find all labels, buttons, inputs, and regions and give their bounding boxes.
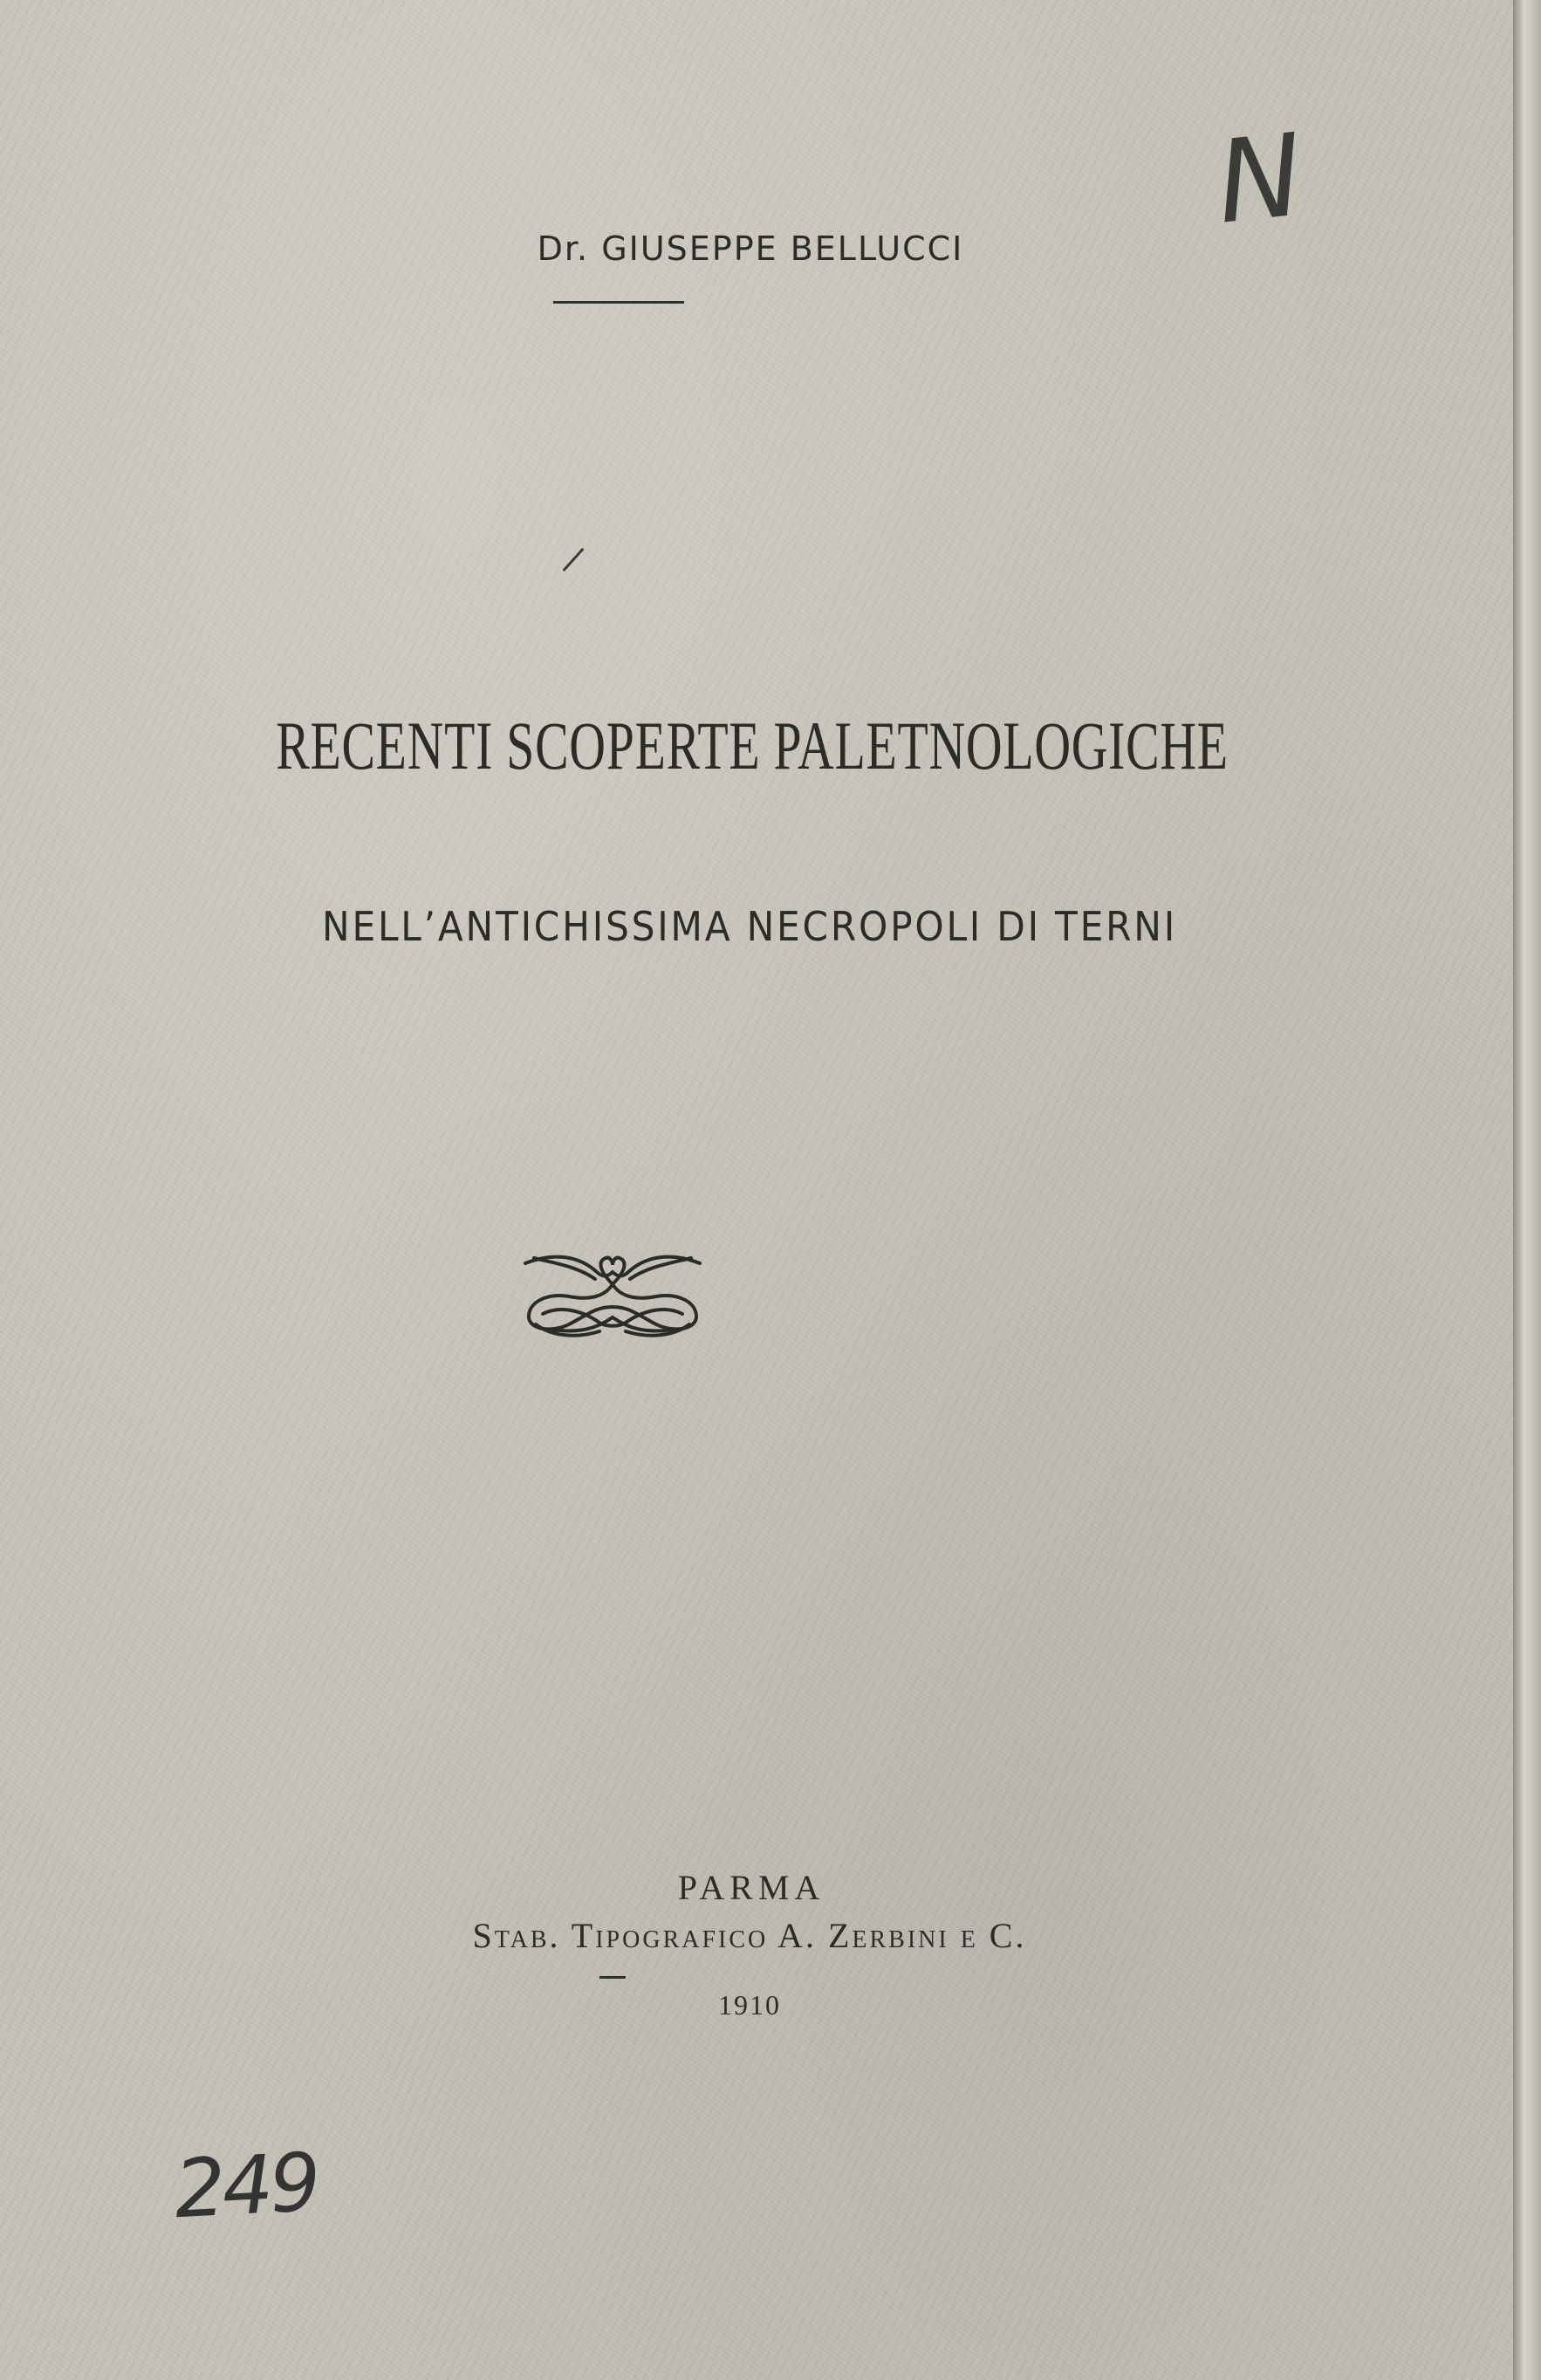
book-title: RECENTI SCOPERTE PALETNOLOGICHE (276, 708, 1229, 783)
book-subtitle: NELL’ANTICHISSIMA NECROPOLI DI TERNI (322, 903, 1177, 950)
handwritten-mark: N (1210, 108, 1309, 250)
handwritten-catalog-number: 249 (172, 2135, 320, 2237)
ornament-icon (517, 1246, 709, 1342)
printer-name: Stab. Tipografico A. Zerbini e C. (472, 1916, 1027, 1955)
publication-year: 1910 (718, 1989, 781, 2021)
pencil-tick-mark (563, 548, 585, 571)
publication-place: PARMA (677, 1868, 825, 1907)
author-name: Dr. GIUSEPPE BELLUCCI (537, 229, 964, 268)
author-divider (553, 301, 684, 304)
page-edge (1513, 0, 1541, 2380)
year-divider (599, 1976, 626, 1979)
